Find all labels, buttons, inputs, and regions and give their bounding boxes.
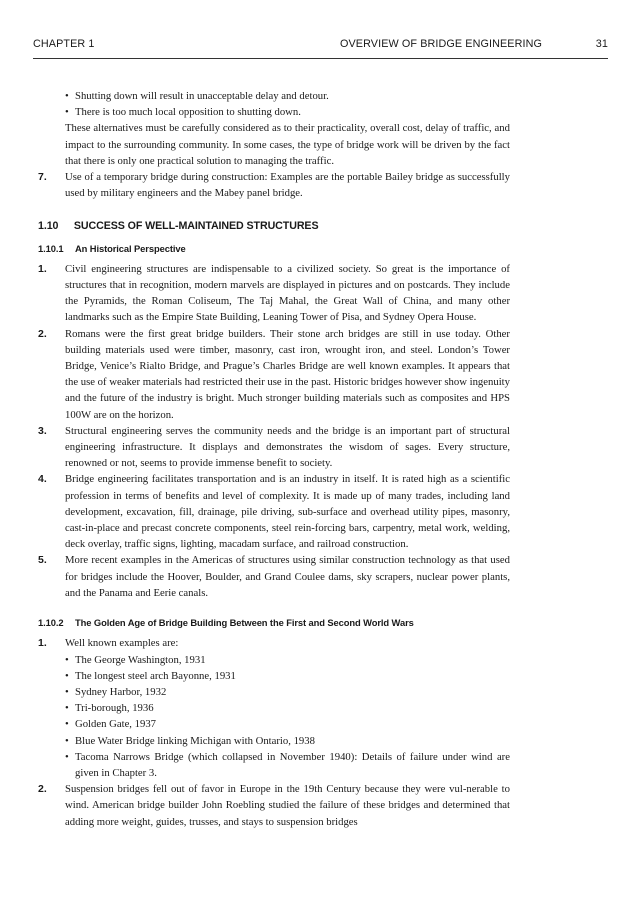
item-number: 1.	[38, 637, 47, 650]
chapter-title: OVERVIEW OF BRIDGE ENGINEERING	[340, 38, 542, 50]
item-text: Romans were the first great bridge builders. Their stone arch bridges are still in use today. Other building materials used were timber, masonry, cast iron, wrought iron, and steel. London’s Tower Bridge, Venice’s Rialto Bridge, and Prague’s Charles Bridge are well known examples. It appears that the use of weaker materials had restricted their use in the past. Historic bridges however show ingenuity and the future of the industry is bright. Much stronger building materials such as composites and HPS 100W are on the horizon.	[65, 327, 510, 421]
section-title: SUCCESS OF WELL-MAINTAINED STRUCTURES	[73, 220, 319, 233]
item-text: Well known examples are:	[65, 637, 179, 650]
item-number: 3.	[38, 424, 47, 437]
numbered-item-4	[38, 471, 510, 552]
numbered-item-1	[38, 635, 510, 781]
intro-paragraph: These alternatives must be carefully considered as to their practicality, overall cost, delay of traffic, and impact to the surrounding community. In some cases, the type of bridge work will be driven by the fact that there is only one practical solution to managing the traffic.	[65, 122, 510, 167]
intro-bullets	[65, 88, 510, 120]
item-text: More recent examples in the Americas of structures using similar construction technology as that used for bridges include the Hoover, Boulder, and Grand Coulee dams, sky scrapers, nuclear power plants, and the Panama and Eerie canals.	[65, 554, 510, 599]
item-number: 4.	[38, 473, 47, 486]
section-heading	[38, 218, 496, 234]
list-item: • Shutting down will result in unacceptable delay and detour.	[65, 88, 510, 104]
subsection-title: An Historical Perspective	[75, 242, 186, 254]
item-number: 2.	[38, 327, 47, 340]
item-number: 1.	[38, 262, 47, 275]
numbered-item-7	[38, 169, 510, 201]
item-text: Use of a temporary bridge during construction: Examples are the portable Bailey bridge as successfully used by military engineers and the Mabey panel bridge.	[65, 171, 510, 200]
item-number: 7.	[38, 171, 47, 184]
chapter-label: CHAPTER 1	[33, 38, 95, 50]
bridge-examples-list	[65, 652, 510, 782]
subsection-number: 1.10.2	[38, 617, 64, 629]
item-text: Structural engineering serves the community needs and the bridge is an important part of structural engineering infrastructure. It displays and demonstrates the wisdom of sages. Every structure, renowned or not, seems to provide immense benefit to society.	[65, 424, 510, 470]
list-item: • Tri-borough, 1936	[65, 700, 510, 716]
subsection-heading	[38, 615, 510, 631]
numbered-item-2	[38, 781, 510, 830]
item-number: 5.	[38, 554, 47, 567]
header-rule	[33, 58, 608, 59]
list-item: • Tacoma Narrows Bridge (which collapsed in November 1940): Details of failure under wind are given in Chapter 3.	[65, 749, 510, 781]
subsection-number: 1.10.1	[38, 242, 64, 254]
running-header	[33, 38, 608, 56]
subsection-heading	[38, 241, 510, 257]
numbered-item-2	[38, 326, 510, 423]
item-text: Civil engineering structures are indispensable to a civilized society. So great is the importance of structures that in recognition, modern marvels are displayed in pictures and on postcards. They include the Pyramids, the Roman Coliseum, The Taj Mahal, the Great Wall of China, and many other landmarks such as the Empire State Building, Leaning Tower of Pisa, and Sydney Opera House.	[65, 262, 510, 324]
subsection-title: The Golden Age of Bridge Building Between the First and Second World Wars	[75, 617, 414, 629]
numbered-item-1	[38, 261, 510, 326]
item-text: Suspension bridges fell out of favor in Europe in the 19th Century because they were vul-nerable to wind. American bridge builder John Roebling studied the failure of these bridges and determined that adding more weight, guides, trusses, and stays to suspension bridges	[65, 783, 510, 828]
body-text	[38, 88, 510, 830]
item-text: Bridge engineering facilitates transportation and is an industry in itself. It is rated high as a scientific profession in terms of benefits and level of complexity. It is made up of many trades, including land development, excavation, fill, drainage, pile driving, sub-surface and overhead utility pipes, masonry, cast-in-place and precast concrete components, steel rein-forcing bars, carpentry, metal work, welding, deck overlay, traffic signs, lighting, macadam surface, and railroad construction.	[65, 473, 510, 551]
page-number: 31	[595, 38, 608, 50]
list-item: • The longest steel arch Bayonne, 1931	[65, 668, 510, 684]
list-item: • Golden Gate, 1937	[65, 716, 510, 732]
numbered-item-3	[38, 423, 510, 472]
list-item: • There is too much local opposition to shutting down.	[65, 104, 510, 120]
list-item: • Blue Water Bridge linking Michigan with Ontario, 1938	[65, 733, 510, 749]
list-item: • Sydney Harbor, 1932	[65, 684, 510, 700]
numbered-item-5	[38, 552, 510, 601]
list-item: • The George Washington, 1931	[65, 652, 510, 668]
section-number: 1.10	[38, 220, 59, 233]
item-number: 2.	[38, 783, 47, 796]
